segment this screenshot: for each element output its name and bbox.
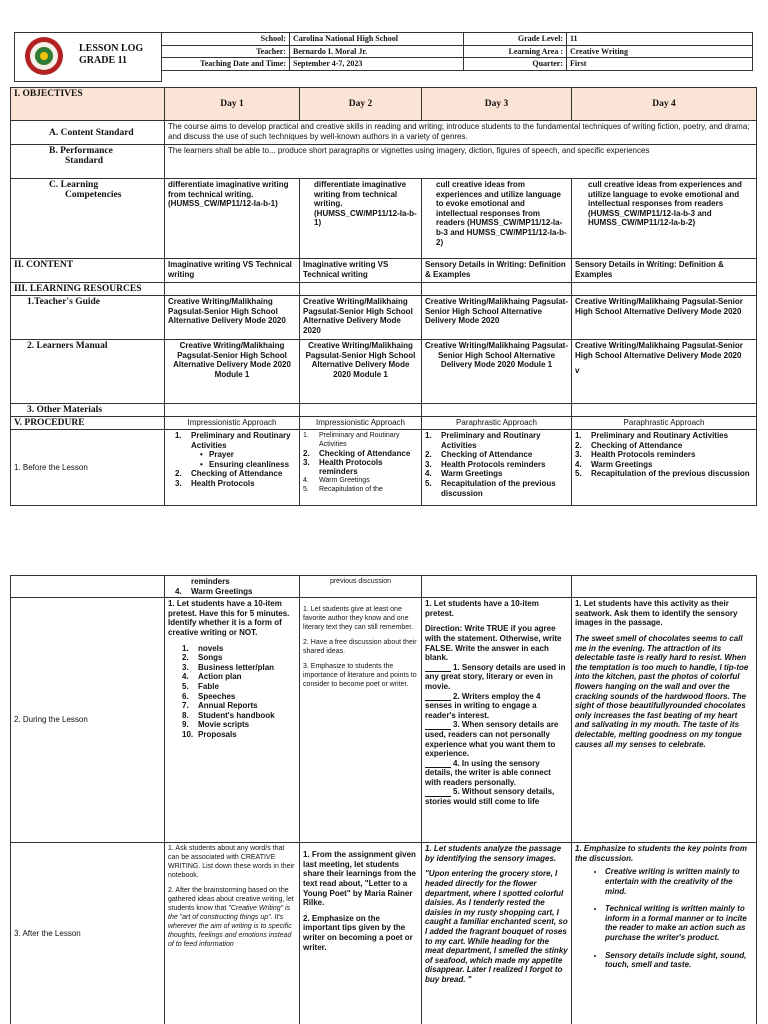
- teachers-guide-day3: Creative Writing/Malikhaing Pagsulat-Senior High School Alternative Delivery Mode 2020: [422, 296, 572, 340]
- school-logo-cell: [15, 33, 162, 82]
- content-heading: II. CONTENT: [11, 259, 165, 283]
- before-day3-item: 5. Recapitulation of the previous discussion: [425, 478, 556, 498]
- content-standard-label: A. Content Standard: [11, 121, 165, 145]
- before-day2-continued: previous discussion: [300, 576, 422, 598]
- teachers-guide-day4: Creative Writing/Malikhaing Pagsulat-Senior High School Alternative Delivery Mode 2020: [572, 296, 757, 340]
- approach-day4: Paraphrastic Approach: [572, 417, 757, 430]
- quarter-label: Quarter:: [464, 58, 567, 71]
- teacher-value: Bernardo I. Moral Jr.: [290, 45, 464, 58]
- lesson-log-table-page2: [10, 575, 757, 1024]
- learners-manual-day3: Creative Writing/Malikhaing Pagsulat-Senior High School Alternative Delivery Mode 2020 Module 1: [422, 340, 572, 404]
- school-value: Carolina National High School: [290, 33, 464, 46]
- other-materials-label: 3. Other Materials: [11, 404, 165, 417]
- learning-area-value: Creative Writing: [567, 45, 753, 58]
- before-day2: 1. Preliminary and Routinary Activities 2. Checking of Attendance 3. Health Protocols reminders 4. Warm Greetings 5. Recapitulation of the: [300, 430, 422, 506]
- competency-day3: cull creative ideas from experiences and utilize language to evoke emotional and intellectual responses from readers (HUMSS_CW/MP11/12-Ia-b-3 and HUMSS_CW/MP11/12-Ia-b-2): [422, 179, 572, 259]
- before-day4-item: 4. Warm Greetings: [575, 459, 653, 469]
- after-day4: 1. Emphasize to students the key points from the discussion. • Creative writing is written mainly to entertain with the creativity of the mind. • Technical writing is written mainly to inform in a formal manner or to incite the reader to make an action such as purchase the writer's product. • Sensory details include sight, sound, touch, smell and taste.: [572, 843, 757, 1024]
- grade-level-label: Grade Level:: [464, 33, 567, 46]
- grade-level-value: 11: [567, 33, 753, 46]
- day3-header: Day 3: [422, 88, 572, 121]
- quarter-value: First: [567, 58, 753, 71]
- before-day3: [422, 430, 572, 506]
- date-label: Teaching Date and Time:: [162, 58, 290, 71]
- learners-manual-day2: Creative Writing/Malikhaing Pagsulat-Senior High School Alternative Delivery Mode 2020 Module 1: [300, 340, 422, 404]
- teachers-guide-day2: Creative Writing/Malikhaing Pagsulat-Senior High School Alternative Delivery Mode 2020: [300, 296, 422, 340]
- lesson-log-table-page1: [10, 87, 757, 506]
- date-value: September 4-7, 2023: [290, 58, 464, 71]
- teachers-guide-day1: Creative Writing/Malikhaing Pagsulat-Senior High School Alternative Delivery Mode 2020: [165, 296, 300, 340]
- teachers-guide-label: 1.Teacher's Guide: [11, 296, 165, 340]
- approach-day1: Impressionistic Approach: [165, 417, 300, 430]
- before-day1: 1. Preliminary and Routinary Activities • Prayer • Ensuring cleanliness 2. Checking of Attendance 3. Health Protocols: [165, 430, 300, 506]
- after-day3: 1. Let students analyze the passage by identifying the sensory images. "Upon entering the grocery store, I headed directly for the flower department, where I spotted colorful daisies. As I tenderly rested the daisies in my rusty shopping cart, I caught a familiar enchanted scent, so I added the fragrant bouquet of roses to my cart. While heading for the meat department, I smelled the stinky of seafood, which made my appetite disappear. Later I realized I forgot to buy bread. ": [422, 843, 572, 1024]
- during-day1: 1. Let students have a 10-item pretest. Have this for 5 minutes. Identify whether it is a form of creative writing or NOT. 1. novels 2. Songs 3. Business letter/plan 4. Action plan 5. Fable 6. Speeches 7. Annual Reports 8. Student's handbook 9. Movie scripts 10. Proposals: [165, 598, 300, 843]
- learners-manual-day4: Creative Writing/Malikhaing Pagsulat-Senior High School Alternative Delivery Mode 2020 v: [572, 340, 757, 404]
- pretest-item: 10. Proposals: [182, 729, 237, 739]
- content-day3: Sensory Details in Writing: Definition & Examples: [422, 259, 572, 283]
- key-point-item: • Sensory details include sight, sound, touch, smell and taste.: [605, 951, 753, 970]
- before-day4: [572, 430, 757, 506]
- after-day2: 1. From the assignment given last meeting, let students share their learnings from the text read about, "Letter to a Young Poet" by Maria Rainer Rilke. 2. Emphasize on the important tips given by the writer on becoming a poet or writer.: [300, 843, 422, 1024]
- day2-header: Day 2: [300, 88, 422, 121]
- learners-manual-day1: Creative Writing/Malikhaing Pagsulat-Senior High School Alternative Delivery Mode 2020 Module 1: [165, 340, 300, 404]
- learning-resources-heading: III. LEARNING RESOURCES: [11, 283, 165, 296]
- true-false-item: 4. In using the sensory details, the writer is able connect with readers personally.: [425, 758, 551, 787]
- key-point-item: • Creative writing is written mainly to entertain with the creativity of the mind.: [605, 867, 753, 896]
- objectives-heading: I. OBJECTIVES: [11, 88, 165, 121]
- grade-title: GRADE 11: [79, 55, 128, 66]
- during-day2: 1. Let students give at least one favorite author they know and one literary text they can still remember. 2. Have a free discussion about their shared ideas. 3. Emphasize to students the importance of literature and points to consider to become poet or writer.: [300, 598, 422, 843]
- before-lesson-label: 1. Before the Lesson: [11, 430, 165, 506]
- key-point-item: • Technical writing is written mainly to inform in a formal manner or to incite the reader to make an action such as purchase the writer's product.: [605, 904, 753, 942]
- school-header-table: [14, 32, 753, 82]
- before-day1-continued: reminders 4. Warm Greetings: [165, 576, 300, 598]
- lesson-log-title: LESSON LOG: [79, 43, 144, 54]
- before-day4-item: 5. Recapitulation of the previous discussion: [575, 469, 750, 479]
- before-day4-item: 1. Preliminary and Routinary Activities: [575, 431, 729, 440]
- during-day4: 1. Let students have this activity as their seatwork. Ask them to identify the sensory images in the passage. The sweet smell of chocolates seems to call me in the evening. The attraction of its delectable taste is really hard to resist. When the temptation is too much to handle, I tip-toe into the kitchen, past the photos of colorful flowers hanging on the wall and over the cracking sounds of the hardwood floors. The sight of those beautifullyrounded chocolates only increases the fast beating of my heart and salivating in my mouth. The taste of its delectable, melting goodness on my tongue causes all my senses to celebrate.: [572, 598, 757, 843]
- pretest-item: 6. Speeches: [182, 691, 236, 701]
- content-day4: Sensory Details in Writing: Definition & Examples: [572, 259, 757, 283]
- performance-standard-text: The learners shall be able to... produce short paragraphs or vignettes using imagery, diction, figures of speech, and specific experiences: [165, 145, 757, 179]
- learning-area-label: Learning Area :: [464, 45, 567, 58]
- pretest-item: 7. Annual Reports: [182, 701, 258, 711]
- before-day3-item: 2. Checking of Attendance: [425, 450, 533, 460]
- true-false-item: 2. Writers employ the 4 senses in writing to engage a reader's interest.: [425, 691, 541, 720]
- before-day4-item: 2. Checking of Attendance: [575, 440, 683, 450]
- performance-standard-label: B. Performance Standard: [11, 145, 165, 179]
- during-lesson-label: 2. During the Lesson: [11, 598, 165, 843]
- competency-day4: cull creative ideas from experiences and utilize language to evoke emotional and intellectual responses from readers (HUMSS_CW/MP11/12-Ia-b-3 and HUMSS_CW/MP11/12-Ia-b-2): [572, 179, 757, 259]
- pretest-item: 8. Student's handbook: [182, 710, 275, 720]
- day4-header: Day 4: [572, 88, 757, 121]
- before-day3-item: 3. Health Protocols reminders: [425, 459, 546, 469]
- pretest-item: 4. Action plan: [182, 672, 242, 682]
- competency-day2: differentiate imaginative writing from technical writing. (HUMSS_CW/MP11/12-Ia-b-1): [300, 179, 422, 259]
- true-false-item: 1. Sensory details are used in any great story, literary or even in movie.: [425, 662, 566, 691]
- learners-manual-label: 2. Learners Manual: [11, 340, 165, 404]
- true-false-item: 5. Without sensory details, stories would still come to life: [425, 787, 555, 807]
- after-day1: 1. Ask students about any word/s that can be associated with CREATIVE WRITING. List down these words in their notebook. 2. After the brainstorming based on the gathered ideas about creative writing, let students know that "Creative Writing" is the "art of constructing things up". It's wherever the aim of writing is to specific thoughts, feelings and emotions instead of to feed information: [165, 843, 300, 1024]
- pretest-item: 9. Movie scripts: [182, 720, 250, 730]
- before-day3-item: 1. Preliminary and Routinary Activities: [425, 431, 541, 450]
- procedure-heading: V. PROCEDURE: [11, 417, 165, 430]
- content-day1: Imaginative writing VS Technical writing: [165, 259, 300, 283]
- teacher-label: Teacher:: [162, 45, 290, 58]
- content-standard-text: The course aims to develop practical and creative skills in reading and writing; introduce students to the fundamental techniques of writing fiction, poetry, and drama; and discuss the use of such techniques by well-known authors in a variety of genres.: [165, 121, 757, 145]
- day1-header: Day 1: [165, 88, 300, 121]
- after-lesson-label: 3. After the Lesson: [11, 843, 165, 1024]
- competency-day1: differentiate imaginative writing from technical writing. (HUMSS_CW/MP11/12-Ia-b-1): [165, 179, 300, 259]
- content-day2: Imaginative writing VS Technical writing: [300, 259, 422, 283]
- before-day4-item: 3. Health Protocols reminders: [575, 450, 696, 460]
- during-day3: 1. Let students have a 10-item pretest. Direction: Write TRUE if you agree with the statement. Otherwise, write FALSE. Write the answer in each blank. 1. Sensory details are used in any great story, literary or even in movie. 2. Writers employ the 4 senses in writing to engage a reader's interest. 3. When sensory details are used, readers can not personally experience what you want them to experience. 4. In using the sensory details, the writer is able connect with readers personally. 5. Without sensory details, stories would still come to life: [422, 598, 572, 843]
- learning-competencies-label: C. Learning Competencies: [11, 179, 165, 259]
- before-day3-item: 4. Warm Greetings: [425, 469, 503, 479]
- school-label: School:: [162, 33, 290, 46]
- pretest-item: 1. novels: [182, 643, 224, 653]
- pretest-item: 2. Songs: [182, 653, 223, 663]
- true-false-item: 3. When sensory details are used, readers can not personally experience what you want them to experience.: [425, 720, 559, 759]
- school-seal-icon: [21, 35, 67, 77]
- approach-day3: Paraphrastic Approach: [422, 417, 572, 430]
- pretest-item: 5. Fable: [182, 681, 219, 691]
- approach-day2: Impressionistic Approach: [300, 417, 422, 430]
- pretest-item: 3. Business letter/plan: [182, 662, 275, 672]
